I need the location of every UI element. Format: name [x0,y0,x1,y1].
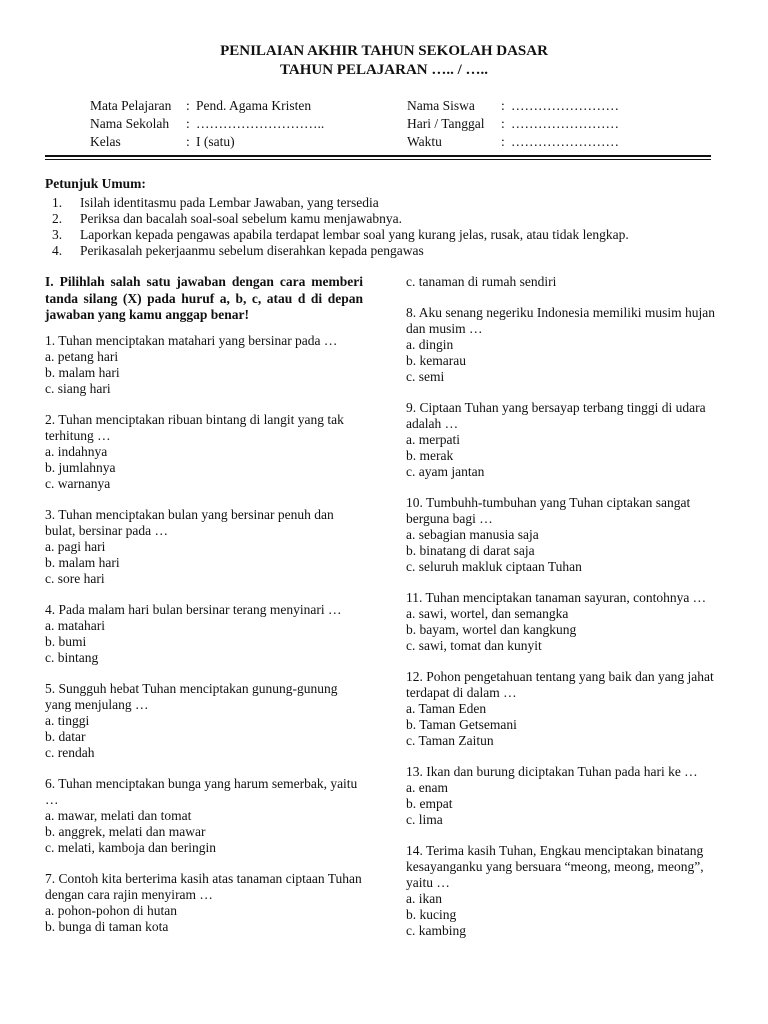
question-stem: 5. Sungguh hebat Tuhan menciptakan gunung-gunung yang menjulang … [45,680,338,712]
answer-option[interactable]: c. tanaman di rumah sendiri [406,274,557,289]
identity-block-left [90,97,324,151]
info-row-class: Kelas : I (satu) [90,134,235,149]
question-3 [45,507,363,587]
info-row-time: Waktu : …………………… [407,134,619,149]
question-7 [45,871,363,935]
question-stem: 13. Ikan dan burung diciptakan Tuhan pada hari ke … [406,764,698,779]
answer-option[interactable]: b. merak [406,448,454,463]
answer-option[interactable]: a. mawar, melati dan tomat [45,807,192,823]
question-5 [45,681,363,761]
question-12 [406,669,721,749]
question-8 [406,305,721,385]
answer-option[interactable]: b. kucing [406,907,457,922]
question-9 [406,400,721,480]
answer-option[interactable]: b. empat [406,796,453,811]
header-divider-thick [45,155,711,157]
school-year-title: TAHUN PELAJARAN ….. / ….. [279,62,489,78]
info-value: ……………………….. [196,116,325,131]
question-13 [406,764,721,828]
answer-option[interactable]: c. Taman Zaitun [406,733,494,748]
answer-option[interactable]: c. lima [406,812,443,827]
answer-option[interactable]: c. semi [406,369,445,384]
answer-option[interactable]: b. Taman Getsemani [406,717,517,732]
answer-option[interactable]: a. ikan [406,891,442,906]
instructions-list [52,195,629,259]
question-stem: 4. Pada malam hari bulan bersinar terang menyinari … [45,601,342,617]
exam-title: PENILAIAN AKHIR TAHUN SEKOLAH DASAR [220,43,548,59]
answer-option[interactable]: c. siang hari [45,380,111,396]
info-row-student: Nama Siswa : …………………… [407,98,619,113]
question-stem: 14. Terima kasih Tuhan, Engkau menciptakan binatang kesayanganku yang bersuara “meong, meong, meong”, yaitu … [406,843,704,890]
info-label: Kelas [90,134,121,149]
answer-option[interactable]: c. seluruh makluk ciptaan Tuhan [406,559,582,574]
info-row-subject: Mata Pelajaran : Pend. Agama Kristen [90,98,312,113]
question-6 [45,776,363,856]
question-14 [406,843,721,939]
answer-option[interactable]: c. bintang [45,649,99,665]
answer-option[interactable]: b. bunga di taman kota [45,918,169,934]
identity-block-right [407,97,619,151]
question-stem: 3. Tuhan menciptakan bulan yang bersinar penuh dan bulat, bersinar pada … [45,506,334,538]
instruction-item: 2. Periksa dan bacalah soal-soal sebelum kamu menjawabnya. [52,211,403,226]
info-value: …………………… [511,98,619,113]
answer-option[interactable]: a. indahnya [45,443,108,459]
answer-option[interactable]: b. datar [45,728,86,744]
question-stem: 7. Contoh kita berterima kasih atas tanaman ciptaan Tuhan dengan cara rajin menyiram … [45,870,362,902]
question-stem: 8. Aku senang negeriku Indonesia memiliki musim hujan dan musim … [406,305,715,336]
questions-column-left [45,274,363,950]
question-11 [406,590,721,654]
answer-option[interactable]: a. petang hari [45,348,119,364]
info-value: …………………… [511,134,619,149]
answer-option[interactable]: b. malam hari [45,554,120,570]
answer-option[interactable]: c. rendah [45,744,95,760]
question-4 [45,602,363,666]
answer-option[interactable]: a. sebagian manusia saja [406,527,539,542]
answer-option[interactable]: b. bayam, wortel dan kangkung [406,622,577,637]
section-instruction: I. Pilihlah salah satu jawaban dengan cara memberi tanda silang (X) pada huruf a, b, c, atau d di depan jawaban yang kamu anggap benar! [45,274,363,322]
info-label: Nama Siswa [407,98,475,113]
answer-option[interactable]: c. sore hari [45,570,105,586]
question-7-continued [406,274,721,290]
answer-option[interactable]: b. kemarau [406,353,466,368]
answer-option[interactable]: a. Taman Eden [406,701,487,716]
answer-option[interactable]: a. enam [406,780,448,795]
question-stem: 2. Tuhan menciptakan ribuan bintang di langit yang tak terhitung … [45,411,344,443]
info-label: Hari / Tanggal [407,116,485,131]
question-stem: 9. Ciptaan Tuhan yang bersayap terbang tinggi di udara adalah … [406,400,706,431]
answer-option[interactable]: c. ayam jantan [406,464,485,479]
answer-option[interactable]: a. merpati [406,432,460,447]
info-row-school: Nama Sekolah : ……………………….. [90,116,325,131]
question-stem: 1. Tuhan menciptakan matahari yang bersinar pada … [45,332,338,348]
answer-option[interactable]: b. binatang di darat saja [406,543,535,558]
question-10 [406,495,721,575]
info-label: Waktu [407,134,442,149]
answer-option[interactable]: b. malam hari [45,364,120,380]
question-stem: 10. Tumbuhh-tumbuhan yang Tuhan ciptakan sangat berguna bagi … [406,495,691,526]
question-stem: 12. Pohon pengetahuan tentang yang baik dan yang jahat terdapat di dalam … [406,669,714,700]
answer-option[interactable]: c. warnanya [45,475,111,491]
instruction-item: 4. Perikasalah pekerjaanmu sebelum diserahkan kepada pengawas [52,243,424,258]
info-value: I (satu) [196,134,235,149]
answer-option[interactable]: c. sawi, tomat dan kunyit [406,638,542,653]
answer-option[interactable]: a. tinggi [45,712,90,728]
answer-option[interactable]: a. pagi hari [45,538,106,554]
answer-option[interactable]: b. bumi [45,633,87,649]
answer-option[interactable]: a. pohon-pohon di hutan [45,902,177,918]
info-label: Mata Pelajaran [90,98,172,113]
info-value: Pend. Agama Kristen [196,98,312,113]
question-stem: 11. Tuhan menciptakan tanaman sayuran, contohnya … [406,590,707,605]
answer-option[interactable]: c. melati, kamboja dan beringin [45,839,216,855]
answer-option[interactable]: c. kambing [406,923,466,938]
info-label: Nama Sekolah [90,116,170,131]
question-stem: 6. Tuhan menciptakan bunga yang harum semerbak, yaitu … [45,775,358,807]
info-row-date: Hari / Tanggal : …………………… [407,116,619,131]
info-value: …………………… [511,116,619,131]
instruction-item: 3. Laporkan kepada pengawas apabila terdapat lembar soal yang kurang jelas, rusak, atau tidak lengkap. [52,227,629,242]
answer-option[interactable]: b. anggrek, melati dan mawar [45,823,206,839]
answer-option[interactable]: b. jumlahnya [45,459,116,475]
question-1 [45,333,363,397]
header-divider-thin [45,159,711,160]
questions-column-right [406,274,721,954]
instruction-item: 1. Isilah identitasmu pada Lembar Jawaban, yang tersedia [52,195,379,210]
answer-option[interactable]: a. dingin [406,337,454,352]
question-2 [45,412,363,492]
instructions-title: Petunjuk Umum: [45,176,146,191]
answer-option[interactable]: a. matahari [45,617,105,633]
answer-option[interactable]: a. sawi, wortel, dan semangka [406,606,569,621]
